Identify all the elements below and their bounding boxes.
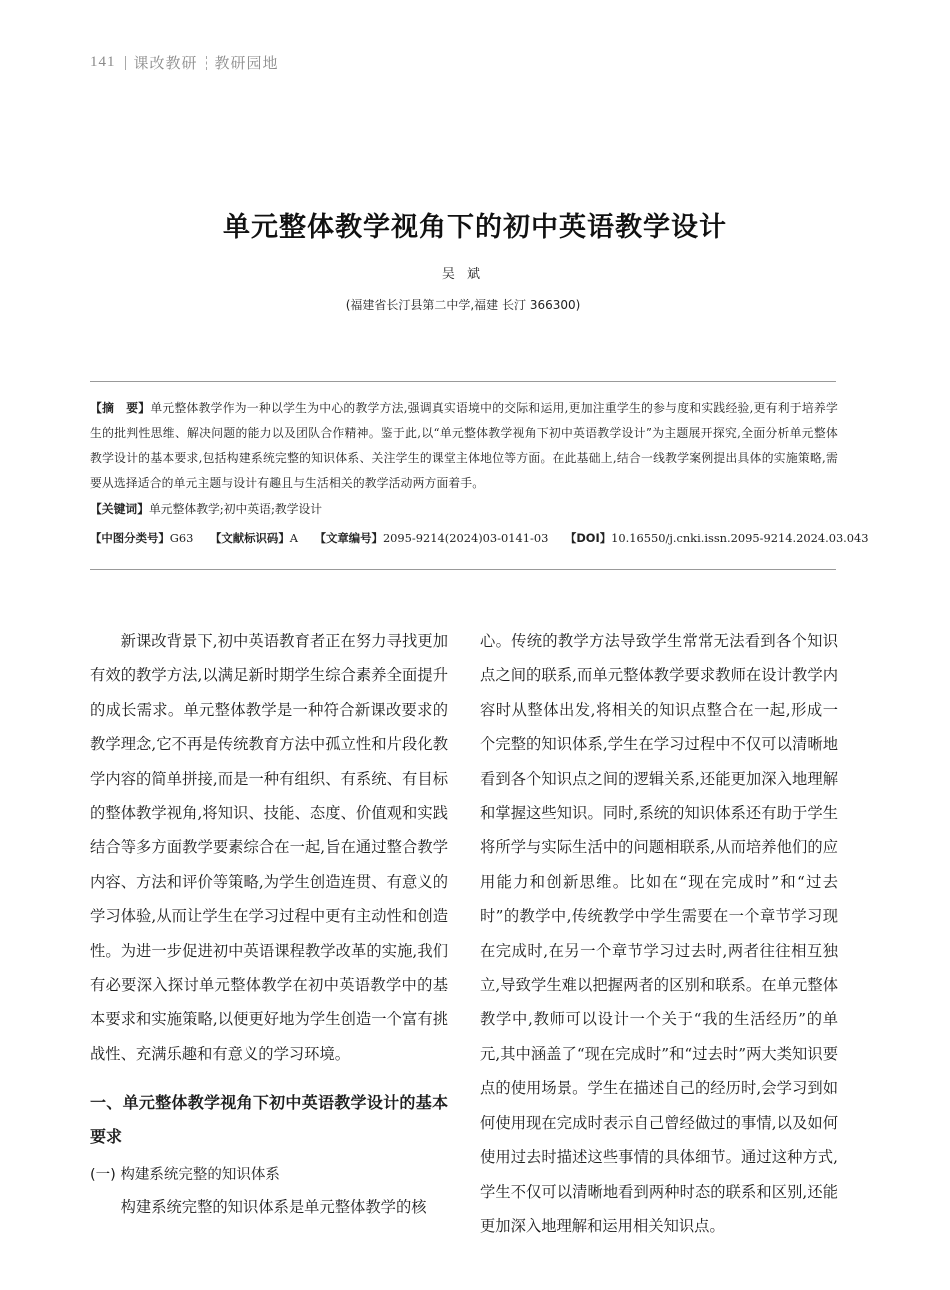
clc-number <box>90 531 193 545</box>
abstract-label: 【摘 要】 <box>90 401 151 415</box>
abstract-text: 单元整体教学作为一种以学生为中心的教学方法,强调真实语境中的交际和运用,更加注重学生的参与度和实践经验,更有利于培养学生的批判性思维、解决问题的能力以及团队合作精神。鉴于此,以“单元整体教学视角下初中英语教学设计”为主题展开探究,全面分析单元整体教学设计的基本要求,包括构建系统完整的知识体系、关注学生的课堂主体地位等方面。在此基础上,结合一线教学案例提出具体的实施策略,需要从选择适合的单元主题与设计有趣且与生活相关的教学活动两方面着手。 <box>90 401 838 490</box>
article-number-value: 2095-9214(2024)03-0141-03 <box>382 531 549 545</box>
abstract-top-rule <box>90 381 836 382</box>
article-number <box>315 531 549 545</box>
article-title: 单元整体教学视角下的初中英语教学设计 <box>223 212 727 243</box>
article-number-label: 【文章编号】 <box>314 531 383 545</box>
document-code <box>210 531 298 545</box>
body-paragraph-1-cont: 心。传统的教学方法导致学生常常无法看到各个知识点之间的联系,而单元整体教学要求教师在设计教学内容时从整体出发,将相关的知识点整合在一起,形成一个完整的知识体系,学生在学习过程中不仅可以清晰地看到各个知识点之间的逻辑关系,还能更加深入地理解和掌握这些知识。同时,系统的知识体系还有助于学生将所学与实际生活中的问题相联系,从而培养他们的应用能力和创新思维。比如在“现在完成时”和“过去时”的教学中,传统教学中学生需要在一个章节学习现在完成时,在另一个章节学习过去时,两者往往相互独立,导致学生难以把握两者的区别和联系。在单元整体教学中,教师可以设计一个关于“我的生活经历”的单元,其中涵盖了“现在完成时”和“过去时”两大类知识要点的使用场景。学生在描述自己的经历时,会学习到如何使用现在完成时表示自己曾经做过的事情,以及如何使用过去时描述这些事情的具体细节。通过这种方式,学生不仅可以清晰地看到两种时态的联系和区别,还能更加深入地理解和运用相关知识点。 <box>480 632 838 1235</box>
keywords-text: 单元整体教学;初中英语;教学设计 <box>149 502 323 516</box>
clc-label: 【中图分类号】 <box>90 531 170 545</box>
intro-paragraph: 新课改背景下,初中英语教育者正在努力寻找更加有效的教学方法,以满足新时期学生综合素养全面提升的成长需求。单元整体教学是一种符合新课改要求的教学理念,它不再是传统教育方法中孤立性和片段化教学内容的简单拼接,而是一种有组织、有系统、有目标的整体教学视角,将知识、技能、态度、价值观和实践结合等多方面教学要素综合在一起,旨在通过整合教学内容、方法和评价等策略,为学生创造连贯、有意义的学习体验,从而让学生在学习过程中更有主动性和创造性。为进一步促进初中英语课程教学改革的实施,我们有必要深入探讨单元整体教学在初中英语教学中的基本要求和实施策略,以便更好地为学生创造一个富有挑战性、充满乐趣和有意义的学习环境。 <box>90 632 448 1063</box>
subsection-heading-1: (一) 构建系统完整的知识体系 <box>90 1167 280 1184</box>
header-divider <box>125 56 126 70</box>
classification-line <box>90 530 869 546</box>
body-column-right <box>480 624 838 1243</box>
clc-value: G63 <box>169 531 194 545</box>
running-header <box>90 52 279 73</box>
doi-value: 10.16550/j.cnki.issn.2095-9214.2024.03.043 <box>611 531 869 545</box>
abstract <box>90 396 838 496</box>
abstract-bottom-rule <box>90 569 836 570</box>
header-column: 教研园地 <box>214 54 279 72</box>
header-section: 课改教研 <box>133 54 198 72</box>
keywords-label: 【关键词】 <box>90 502 149 516</box>
body-column-left <box>90 624 448 1225</box>
document-code-label: 【文献标识码】 <box>209 531 290 545</box>
document-code-value: A <box>289 531 298 545</box>
article-author: 吴 斌 <box>441 267 485 282</box>
doi-label: 【DOI】 <box>564 531 612 545</box>
keywords <box>90 500 322 517</box>
section-heading-1: 一、单元整体教学视角下初中英语教学设计的基本要求 <box>90 1093 448 1147</box>
header-divider-dashed <box>206 56 207 70</box>
body-paragraph-1-start: 构建系统完整的知识体系是单元整体教学的核 <box>120 1198 427 1217</box>
doi <box>565 531 869 545</box>
page-number: 141 <box>90 54 116 70</box>
author-affiliation: (福建省长汀县第二中学,福建 长汀 366300) <box>345 298 581 312</box>
